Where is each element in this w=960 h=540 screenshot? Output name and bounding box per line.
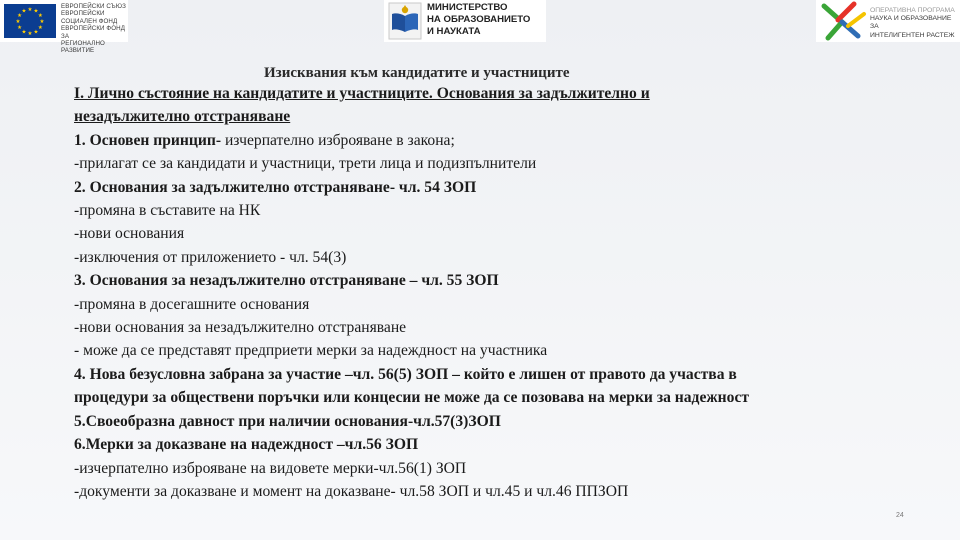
bullet-item: -промяна в досегашните основания	[74, 295, 310, 313]
program-logo-line: ОПЕРАТИВНА ПРОГРАМА	[870, 7, 955, 14]
ministry-logo-line: НА ОБРАЗОВАНИЕТО	[427, 14, 531, 25]
bullet-item: - може да се представят предприети мерки за надеждност на участника	[74, 342, 548, 360]
ministry-logo-line: МИНИСТЕРСТВО	[427, 2, 508, 13]
ministry-logo	[384, 0, 546, 42]
eu-logo	[0, 0, 128, 55]
svg-text:★: ★	[21, 8, 27, 15]
svg-text:★: ★	[37, 25, 43, 31]
page-number: 24	[896, 512, 904, 519]
svg-text:★: ★	[33, 29, 39, 36]
point-2: 2. Основания за задължително отстраняване- чл. 54 ЗОП	[74, 178, 477, 196]
svg-text:★: ★	[39, 19, 45, 25]
point-4: 4. Нова безусловна забрана за участие –чл. 56(5) ЗОП – който е лишен от правото да участва в	[74, 365, 737, 383]
program-mark-icon	[818, 0, 868, 42]
slide-title: Изисквания към кандидатите и участниците	[264, 65, 570, 81]
point-4-continued: процедури за обществени поръчки или концесии не може да се позовава на мерки за надежност	[74, 389, 750, 407]
section-heading-line: I. Лично състояние на кандидатите и участниците. Основания за задължително и	[74, 85, 650, 102]
eu-logo-text	[61, 3, 127, 55]
bullet-item: -изчерпателно изброяване на видовете мерки-чл.56(1) ЗОП	[74, 459, 467, 477]
bullet-item: -прилагат се за кандидати и участници, трети лица и подизпълнители	[74, 155, 537, 173]
svg-text:★: ★	[37, 13, 43, 19]
program-logo-line: НАУКА И ОБРАЗОВАНИЕ ЗА	[870, 15, 952, 31]
point-5: 5.Своеобразна давност при наличии основания-чл.57(3)ЗОП	[74, 412, 501, 430]
book-emblem-icon	[388, 2, 422, 40]
svg-text:★: ★	[21, 29, 27, 36]
svg-text:★: ★	[27, 31, 33, 37]
eu-logo-line: ЕВРОПЕЙСКИ	[61, 10, 105, 18]
eu-flag-icon	[4, 4, 56, 38]
bullet-item: -нови основания	[74, 225, 185, 243]
program-logo-line: ИНТЕЛИГЕНТЕН РАСТЕЖ	[870, 31, 955, 39]
bullet-item: -нови основания за незадължително отстраняване	[74, 319, 407, 337]
svg-text:★: ★	[17, 13, 23, 19]
svg-text:★: ★	[17, 25, 23, 31]
bullet-item: -изключения от приложението - чл. 54(3)	[74, 248, 347, 266]
ministry-logo-line: И НАУКАТА	[427, 26, 481, 37]
program-logo	[816, 0, 960, 42]
svg-text:★: ★	[27, 7, 33, 13]
point-1-label: 1. Основен принцип-	[74, 131, 222, 149]
point-6: 6.Мерки за доказване на надеждност –чл.56 ЗОП	[74, 436, 419, 454]
eu-logo-line: РЕГИОНАЛНО РАЗВИТИЕ	[61, 40, 105, 55]
eu-logo-line: ЕВРОПЕЙСКИ ФОНД ЗА	[61, 25, 125, 40]
section-heading-line: незадължително отстраняване	[74, 108, 291, 126]
header-logos	[0, 0, 960, 55]
slide-body	[74, 82, 944, 503]
eu-logo-line: СОЦИАЛЕН ФОНД	[61, 17, 118, 25]
program-logo-text	[870, 7, 960, 40]
bullet-item: -промяна в съставите на НК	[74, 202, 261, 220]
svg-text:★: ★	[33, 8, 39, 15]
eu-logo-line: ЕВРОПЕЙСКИ СЪЮЗ	[61, 3, 126, 10]
ministry-logo-text	[427, 2, 545, 38]
point-1-text: изчерпателно изброяване в закона;	[221, 131, 455, 149]
point-3: 3. Основания за незадължително отстраняване – чл. 55 ЗОП	[74, 272, 499, 290]
point-1	[74, 129, 944, 152]
bullet-item: -документи за доказване и момент на доказване- чл.58 ЗОП и чл.45 и чл.46 ППЗОП	[74, 482, 629, 500]
svg-text:★: ★	[15, 19, 21, 25]
